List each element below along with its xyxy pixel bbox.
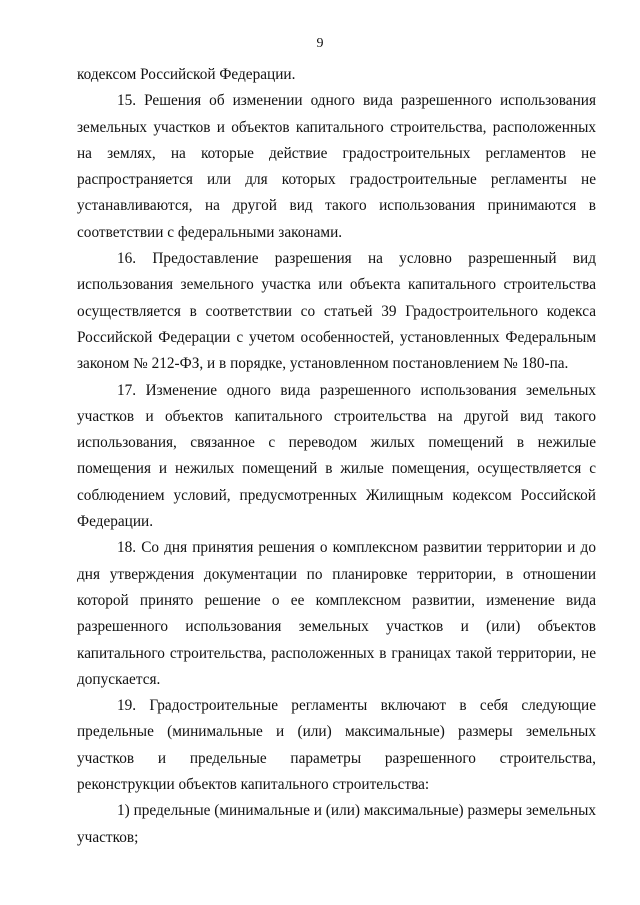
- paragraph-17: 17. Изменение одного вида разрешенного использования земельных участков и объектов капитального строительства на другой вид такого использования, связанное с переводом жилых помещений в нежилые помещения и нежилых помещений в жилые помещения, осуществляется с соблюдением условий, предусмотренных Жилищным кодексом Российской Федерации.: [77, 381, 596, 531]
- document-body: [77, 62, 596, 851]
- paragraph-16: 16. Предоставление разрешения на условно разрешенный вид использования земельного участка или объекта капитального строительства осуществляется в соответствии со статьей 39 Градостроительного кодекса Российской Федерации с учетом особенностей, установленных Федеральным законом № 212-ФЗ, и в порядке, установленном постановлением № 180-па.: [77, 250, 596, 373]
- paragraph-19: 19. Градостроительные регламенты включают в себя следующие предельные (минимальные и (или) максимальные) размеры земельных участков и предельные параметры разрешенного строительства, реконструкции объектов капитального строительства:: [77, 697, 596, 794]
- paragraph-18: 18. Со дня принятия решения о комплексном развитии территории и до дня утверждения документации по планировке территории, в отношении которой принято решение о ее комплексном развитии, изменение вида разрешенного использования земельных участков и (или) объектов капитального строительства, расположенных в границах такой территории, не допускается.: [77, 539, 596, 688]
- page-number: 9: [316, 36, 324, 51]
- paragraph-15: 15. Решения об изменении одного вида разрешенного использования земельных участков и объектов капитального строительства, расположенных на землях, на которые действие градостроительных регламентов не распространяется или для которых градостроительные регламенты не устанавливаются, на другой вид такого использования принимаются в соответствии с федеральными законами.: [77, 92, 596, 241]
- paragraph-19-item-1: 1) предельные (минимальные и (или) максимальные) размеры земельных участков;: [77, 802, 596, 846]
- paragraph-continuation: кодексом Российской Федерации.: [77, 66, 296, 83]
